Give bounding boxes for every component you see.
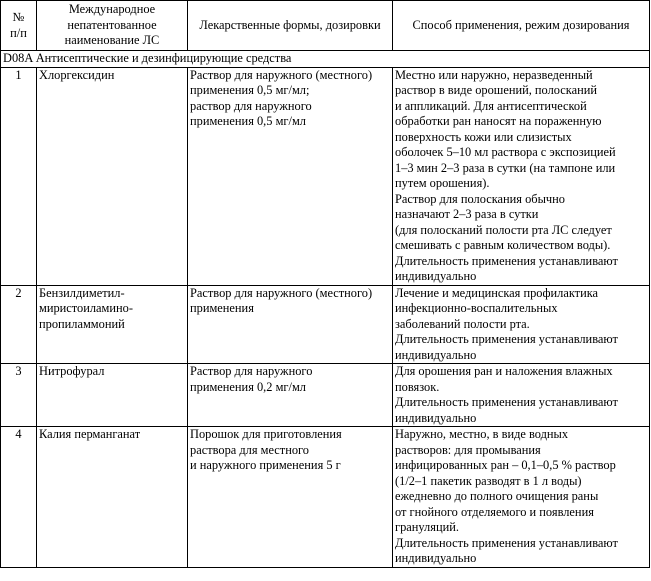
table-row: [1, 427, 650, 568]
header-inn: Международное непатентованное наименование ЛС: [37, 1, 188, 51]
header-method: Способ применения, режим дозирования: [393, 1, 650, 51]
row-method: Для орошения ран и наложения влажных повязок. Длительность применения устанавливают индивидуально: [393, 364, 650, 427]
header-row: [1, 1, 650, 51]
header-forms: Лекарственные формы, дозировки: [188, 1, 393, 51]
row-method: Местно или наружно, неразведенный раствор в виде орошений, полосканий и аппликаций. Для антисептической обработки ран наносят на пораженную поверхность кожи или слизистых оболочек 5–10 мл раствора с экспозицией 1–3 мин 2–3 раза в сутки (на тампоне или путем орошения). Раствор для полоскания обычно назначают 2–3 раза в сутки (для полосканий полости рта ЛС следует смешивать с равным количеством воды). Длительность применения устанавливают индивидуально: [393, 67, 650, 285]
row-forms: Раствор для наружного (местного) применения: [188, 285, 393, 364]
row-num: 4: [1, 427, 37, 568]
row-num: 1: [1, 67, 37, 285]
table-row: [1, 67, 650, 285]
row-name: Хлоргексидин: [37, 67, 188, 285]
row-method: Лечение и медицинская профилактика инфекционно-воспалительных заболеваний полости рта. Длительность применения устанавливают индивидуально: [393, 285, 650, 364]
row-num: 2: [1, 285, 37, 364]
section-row: [1, 51, 650, 68]
section-title: D08A Антисептические и дезинфицирующие средства: [1, 51, 650, 68]
row-name: Бензилдиметил- миристоиламино- пропиламмоний: [37, 285, 188, 364]
header-num: № п/п: [1, 1, 37, 51]
table-row: [1, 364, 650, 427]
row-forms: Раствор для наружного (местного) применения 0,5 мг/мл; раствор для наружного применения 0,5 мг/мл: [188, 67, 393, 285]
row-name: Калия перманганат: [37, 427, 188, 568]
row-method: Наружно, местно, в виде водных растворов: для промывания инфицированных ран – 0,1–0,5 % раствор (1/2–1 пакетик разводят в 1 л воды) ежедневно до полного очищения раны от гнойного отделяемого и появления грануляций. Длительность применения устанавливают индивидуально: [393, 427, 650, 568]
row-name: Нитрофурал: [37, 364, 188, 427]
row-num: 3: [1, 364, 37, 427]
row-forms: Раствор для наружного применения 0,2 мг/мл: [188, 364, 393, 427]
table-row: [1, 285, 650, 364]
row-forms: Порошок для приготовления раствора для местного и наружного применения 5 г: [188, 427, 393, 568]
